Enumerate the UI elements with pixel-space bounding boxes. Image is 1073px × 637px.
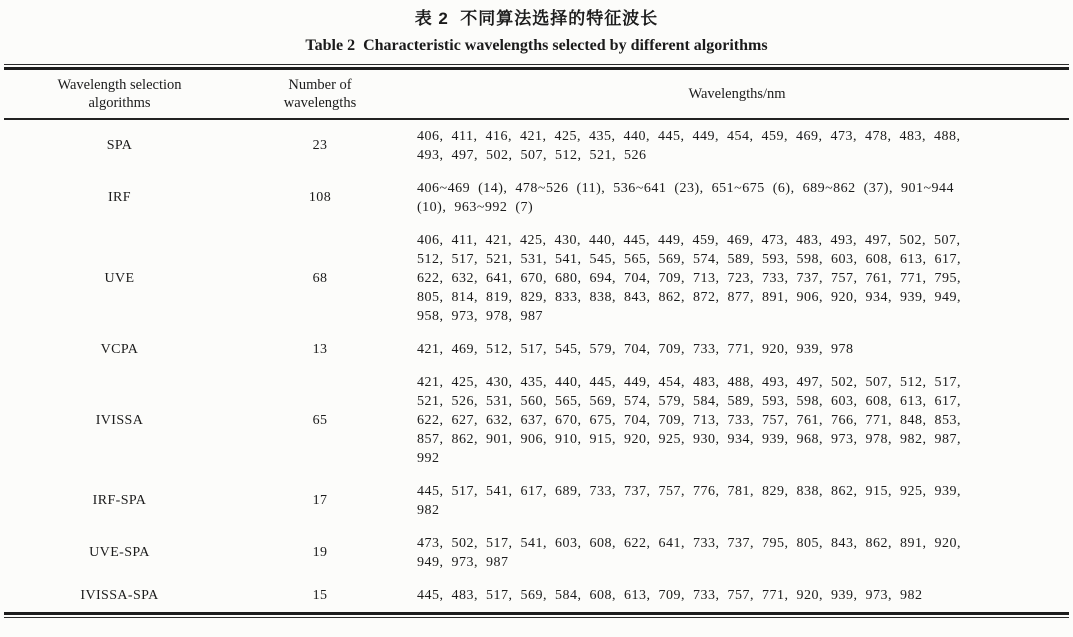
table-row — [4, 333, 1069, 366]
algorithm-name: IRF — [108, 190, 131, 205]
wavelength-count: 23 — [312, 138, 328, 153]
wavelength-list: 406~469 (14), 478~526 (11), 536~641 (23), 651~675 (6), 689~862 (37), 901~944 (10), 963~992 (7) — [417, 181, 955, 215]
header-row — [4, 70, 1069, 119]
table-row — [4, 224, 1069, 333]
wavelength-count: 108 — [308, 190, 332, 205]
wavelength-table — [4, 70, 1069, 612]
header-count: Number of wavelengths — [235, 70, 405, 119]
wavelength-count: 13 — [312, 341, 328, 357]
table-title-chinese: 表 2 不同算法选择的特征波长 — [414, 9, 659, 28]
wavelength-list: 421, 469, 512, 517, 545, 579, 704, 709, 733, 771, 920, 939, 978 — [417, 342, 854, 357]
algorithm-name: SPA — [106, 138, 133, 153]
table-row — [4, 579, 1069, 612]
table-row — [4, 475, 1069, 527]
table-bottom-rule — [4, 612, 1069, 618]
wavelength-list: 406, 411, 416, 421, 425, 435, 440, 445, 449, 454, 459, 469, 473, 478, 483, 488, 493, 497, 502, 507, 512, 521, 526 — [417, 129, 961, 163]
wavelength-list: 421, 425, 430, 435, 440, 445, 449, 454, 483, 488, 493, 497, 502, 507, 512, 517, 521, 526, 531, 560, 565, 569, 574, 579, 584, 589, 593, 598, 603, 608, 613, 617, 622, 627, 632, 637, 670, 675, 704, 709, 713, 733, 757, 761, 766, 771, 848, 853, 857, 862, 901, 906, 910, 915, 920, 925, 930, 934, 939, 968, 973, 978, 982, 987, 992 — [417, 375, 961, 466]
algorithm-name: IRF-SPA — [92, 493, 147, 508]
wavelength-list: 445, 517, 541, 617, 689, 733, 737, 757, 776, 781, 829, 838, 862, 915, 925, 939, 982 — [417, 484, 961, 518]
algorithm-name: UVE — [104, 270, 135, 286]
table-row — [4, 366, 1069, 475]
algorithm-name: IVISSA-SPA — [80, 587, 159, 603]
table-row — [4, 527, 1069, 579]
wavelength-count: 68 — [312, 270, 328, 286]
wavelength-count: 17 — [312, 493, 328, 508]
algorithm-name: IVISSA — [95, 412, 144, 428]
table-row — [4, 172, 1069, 224]
header-wavelengths: Wavelengths/nm — [405, 70, 1069, 119]
wavelength-list: 445, 483, 517, 569, 584, 608, 613, 709, 733, 757, 771, 920, 939, 973, 982 — [417, 588, 923, 603]
table-row — [4, 119, 1069, 172]
wavelength-list: 406, 411, 421, 425, 430, 440, 445, 449, 459, 469, 473, 483, 493, 497, 502, 507, 512, 517, 521, 531, 541, 545, 565, 569, 574, 589, 593, 598, 603, 608, 613, 617, 622, 632, 641, 670, 680, 694, 704, 709, 713, 723, 733, 737, 757, 761, 771, 795, 805, 814, 819, 829, 833, 838, 843, 862, 872, 877, 891, 906, 920, 934, 939, 949, 958, 973, 978, 987 — [417, 233, 961, 324]
header-algorithm: Wavelength selection algorithms — [4, 70, 235, 119]
table-title-english: Table 2 Characteristic wavelengths selected by different algorithms — [305, 37, 768, 54]
wavelength-count: 15 — [312, 587, 328, 603]
wavelength-count: 65 — [312, 412, 328, 428]
algorithm-name: UVE-SPA — [89, 545, 150, 560]
algorithm-name: VCPA — [100, 341, 139, 357]
wavelength-list: 473, 502, 517, 541, 603, 608, 622, 641, 733, 737, 795, 805, 843, 862, 891, 920, 949, 973, 987 — [417, 536, 961, 570]
wavelength-count: 19 — [312, 545, 328, 560]
